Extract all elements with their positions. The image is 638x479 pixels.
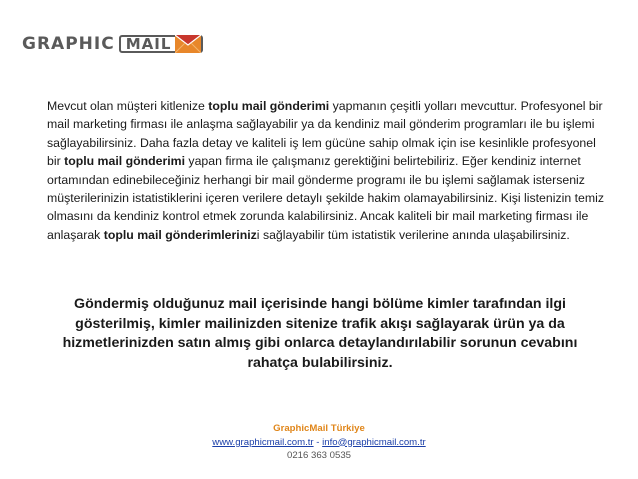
- envelope-icon: [175, 35, 201, 53]
- body-text: Mevcut olan müşteri kitlenize: [47, 99, 209, 113]
- graphicmail-logo: [22, 33, 203, 55]
- website-link[interactable]: www.graphicmail.com.tr: [212, 436, 314, 448]
- logo-mail-word: MAIL: [125, 35, 172, 53]
- email-link[interactable]: info@graphicmail.com.tr: [322, 436, 426, 448]
- body-keyword: toplu mail gönderimleriniz: [103, 227, 257, 242]
- body-text: yapan firma ile çalışmanız gerektiğini belirtebiliriz. Eğer kendiniz internet ortamından edinebileceğiniz herhangi bir mail gönderme programı ile bu işlemi sağlamak isterseniz müşterilerinizin istatistiklerini içeren verilere detaylı şekilde hakim olamayabilirsiniz. Kişi listenizin temiz olmasını da kendiniz kontrol etmek zorunda kalabilirsiniz. Ancak kaliteli bir mail marketing firması ile anlaşarak: [47, 154, 604, 242]
- footer-phone: 0216 363 0535: [286, 450, 352, 461]
- body-paragraph: [47, 97, 607, 244]
- body-text: i sağlayabilir tüm istatistik verilerine anında ulaşabilirsiniz.: [256, 227, 570, 242]
- callout-text: Göndermiş olduğunuz mail içerisinde hangi bölüme kimler tarafından ilgi gösterilmiş, kimler mailinizden sitenize trafik akışı sağlayarak ürün ya da hizmetlerinizden satın almış gibi onlarca detaylandırılabilir sorunun cevabını rahatça bulabilirsiniz.: [62, 296, 578, 371]
- logo-word: GRAPHIC: [22, 34, 115, 54]
- body-keyword: toplu mail gönderimi: [64, 154, 186, 169]
- footer-separator: -: [313, 436, 323, 448]
- footer-links: [0, 436, 638, 450]
- footer-company: GraphicMail Türkiye: [273, 423, 365, 434]
- footer: [0, 422, 638, 463]
- logo-mail-box: [119, 35, 204, 53]
- body-text: yapmanın çeşitli yolları mevcuttur. Profesyonel bir mail marketing firması ile anlaşma sağlayabilir ya da kendiniz mail gönderim programları ile bu işlemi sağlayabilirsiniz. Daha fazla detay ve kaliteli iş lem gücüne sahip olmak için ise kesinlikle profesyonel bir: [47, 99, 603, 169]
- body-keyword: toplu mail gönderimi: [208, 99, 330, 113]
